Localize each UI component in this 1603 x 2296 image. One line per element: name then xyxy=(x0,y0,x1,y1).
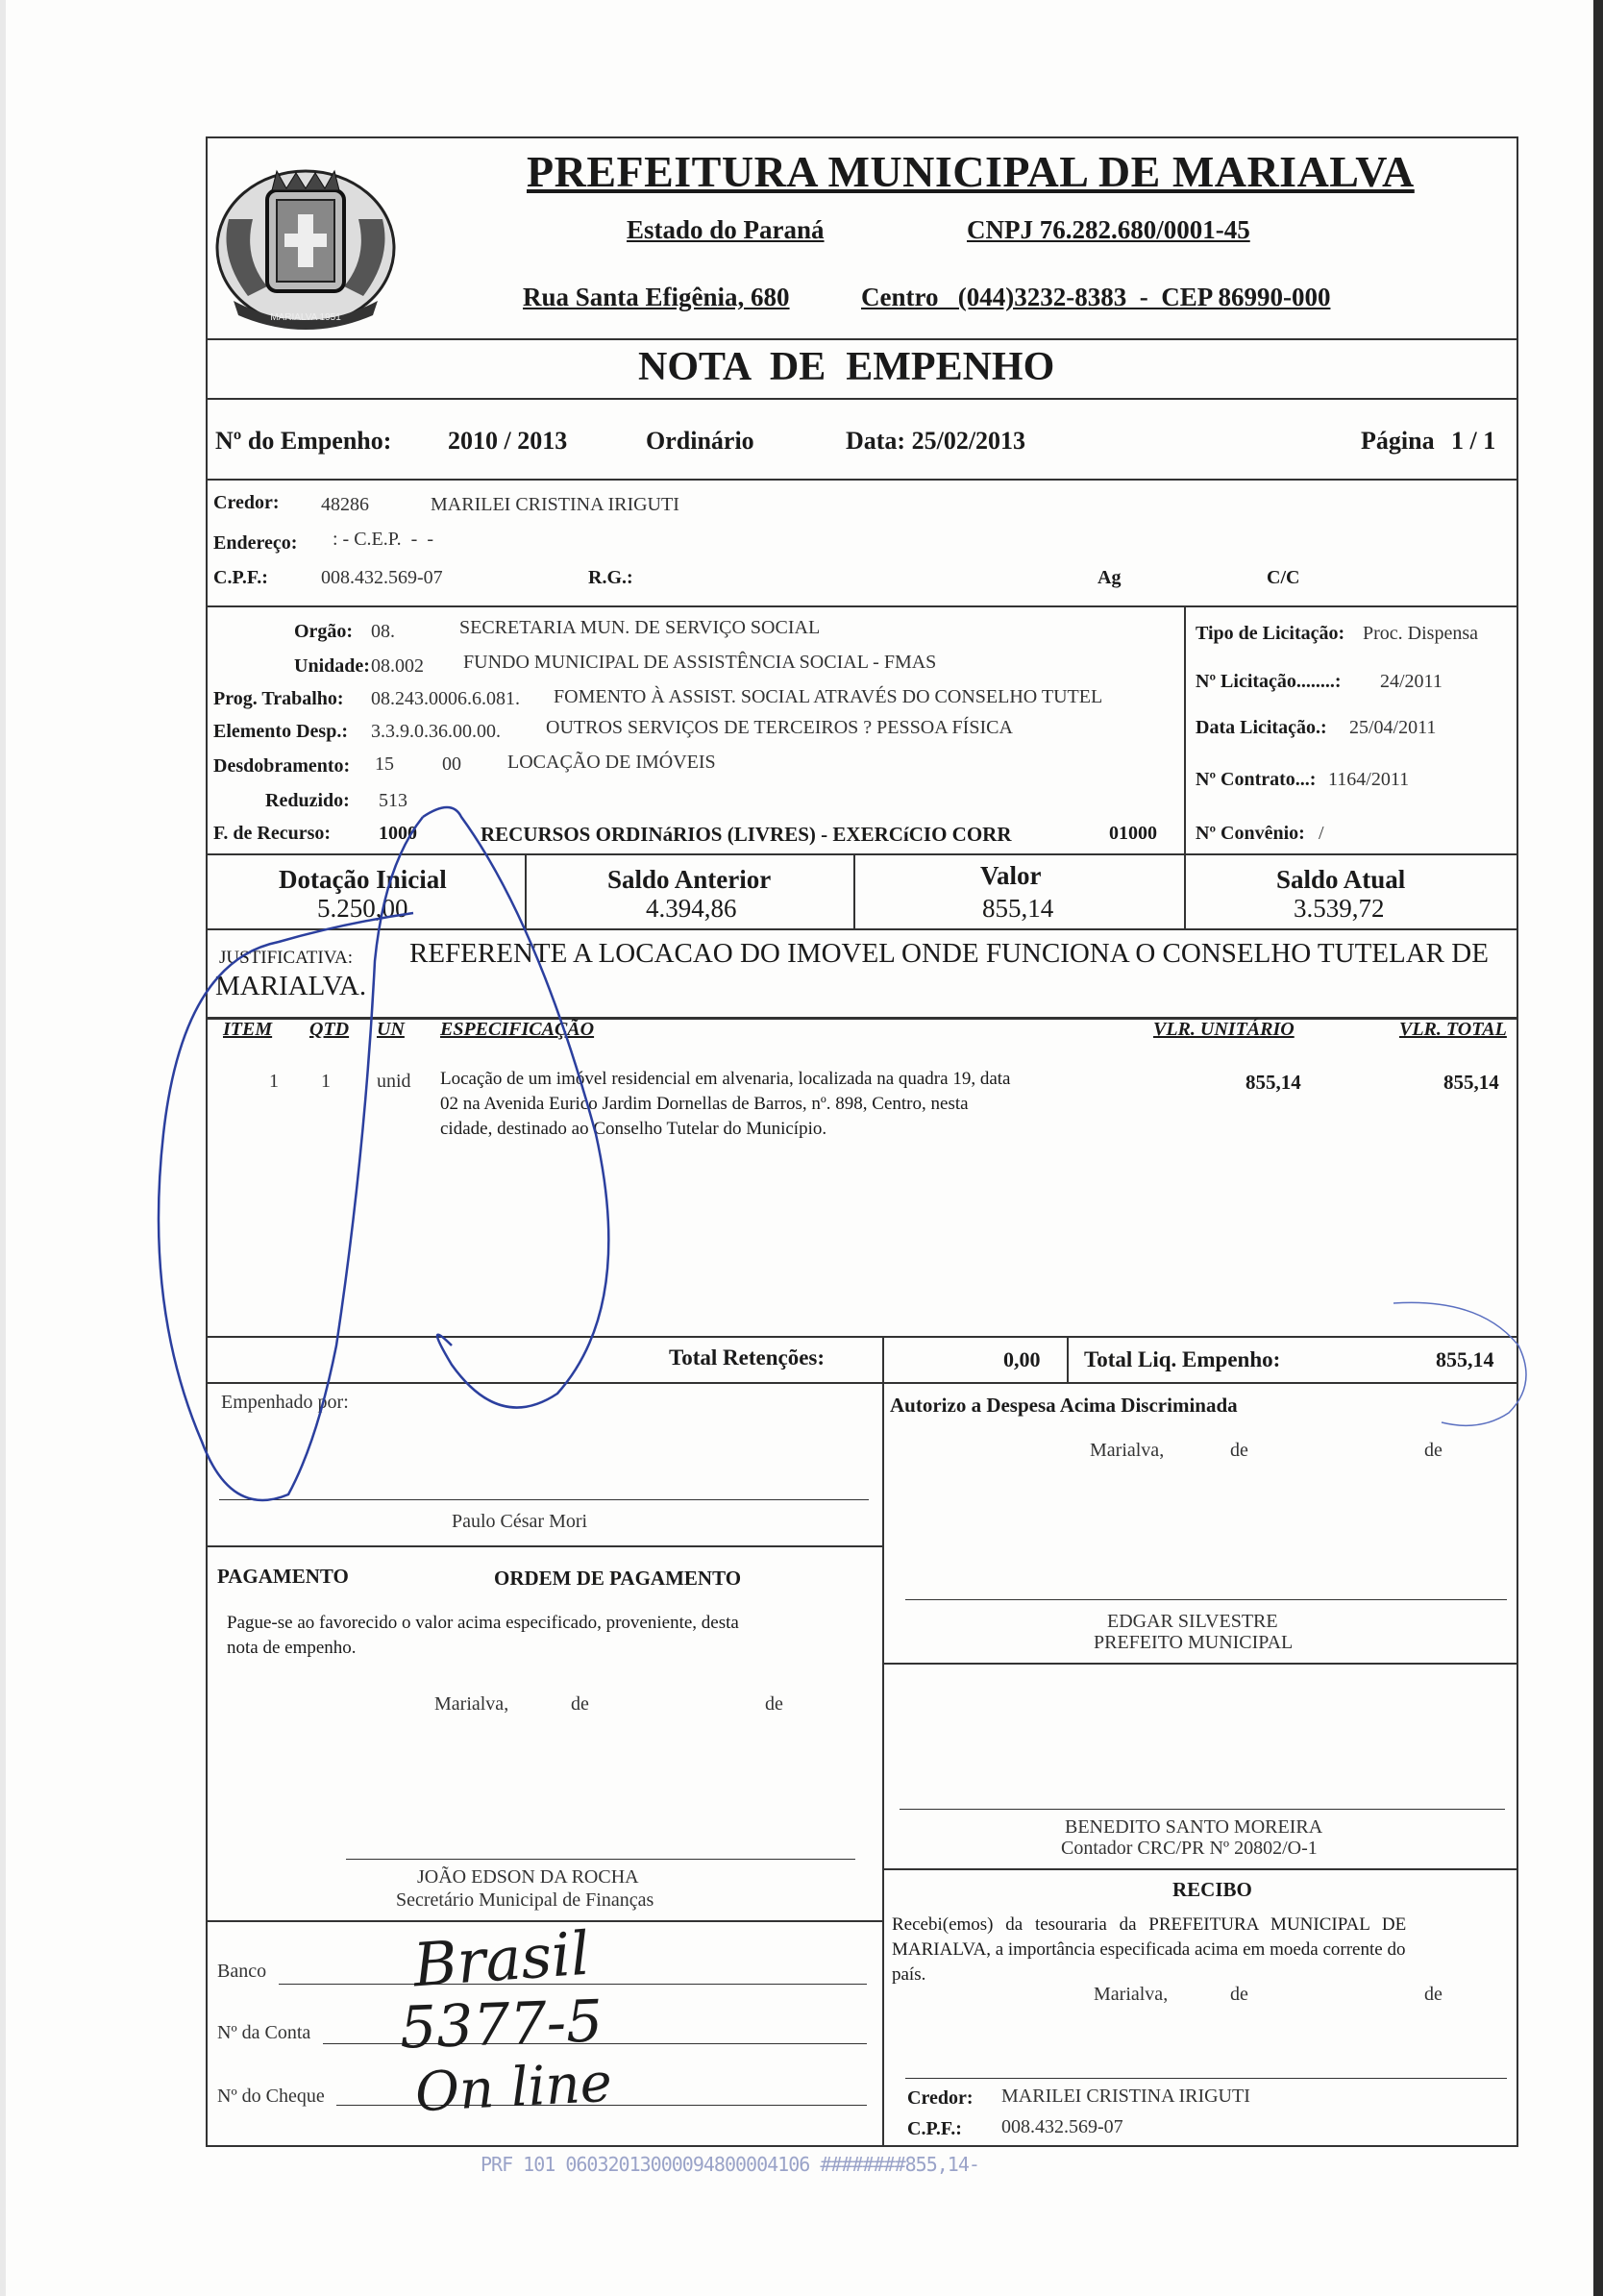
recibo-city: Marialva, xyxy=(1094,1984,1169,2005)
divider xyxy=(882,1336,884,1382)
divider xyxy=(206,1336,1518,1338)
unidade-name: FUNDO MUNICIPAL DE ASSISTÊNCIA SOCIAL - FMAS xyxy=(463,652,937,673)
col-header-qtd: QTD xyxy=(309,1019,350,1040)
unidade-label: Unidade: xyxy=(294,655,370,677)
signature-line xyxy=(900,1809,1505,1810)
desdobramento-sub: 00 xyxy=(442,753,461,775)
desdobramento-label: Desdobramento: xyxy=(213,755,351,777)
licitacao-number-label: Nº Licitação........: xyxy=(1196,671,1342,692)
divider xyxy=(206,1545,882,1547)
contador-title: Contador CRC/PR Nº 20802/O-1 xyxy=(1061,1838,1318,1859)
item-number: 1 xyxy=(269,1071,279,1092)
banco-handwritten: Brasil xyxy=(410,1917,592,2001)
licitacao-number: 24/2011 xyxy=(1380,671,1443,692)
item-desc-line1: Locação de um imóvel residencial em alvenaria, localizada na quadra 19, data xyxy=(440,1069,1011,1089)
divider xyxy=(1184,853,1186,928)
elemento-code: 3.3.9.0.36.00.00. xyxy=(371,721,501,742)
cpf-value: 008.432.569-07 xyxy=(321,567,443,588)
divider xyxy=(206,398,1518,400)
divider xyxy=(1184,605,1186,853)
item-desc-line3: cidade, destinado ao Conselho Tutelar do Município. xyxy=(440,1119,827,1139)
contador-name: BENEDITO SANTO MOREIRA xyxy=(1065,1816,1323,1838)
prefeito-name: EDGAR SILVESTRE xyxy=(1107,1611,1278,1632)
pagamento-city: Marialva, xyxy=(434,1693,509,1715)
liquido-value: 855,14 xyxy=(1436,1347,1494,1371)
recibo-cpf-value: 008.432.569-07 xyxy=(1001,2116,1123,2137)
secretario-title: Secretário Municipal de Finanças xyxy=(396,1889,654,1911)
licitacao-date-label: Data Licitação.: xyxy=(1196,717,1327,738)
signature-line xyxy=(346,1859,855,1860)
divider xyxy=(206,479,1518,481)
retencoes-value: 0,00 xyxy=(1003,1347,1041,1371)
liquido-label: Total Liq. Empenho: xyxy=(1084,1347,1281,1371)
pagamento-de-2: de xyxy=(765,1693,783,1715)
pagamento-text-line2: nota de empenho. xyxy=(227,1638,357,1658)
divider xyxy=(206,338,1518,340)
empenhado-name: Paulo César Mori xyxy=(452,1511,588,1532)
signature-line xyxy=(905,2078,1507,2079)
recibo-de-1: de xyxy=(1230,1984,1248,2005)
unidade-code: 08.002 xyxy=(371,655,424,677)
valor-label: Valor xyxy=(980,861,1042,890)
item-qtd: 1 xyxy=(321,1071,331,1092)
col-header-un: UN xyxy=(377,1019,405,1040)
recibo-text-line2: MARIALVA, a importância especificada acima em moeda corrente do xyxy=(892,1939,1406,1960)
licitacao-type: Proc. Dispensa xyxy=(1363,623,1478,644)
scan-edge-right xyxy=(1593,0,1603,2296)
ordem-pagamento-label: ORDEM DE PAGAMENTO xyxy=(494,1567,742,1590)
empenho-number-label: Nº do Empenho: xyxy=(215,427,392,455)
address-label: Endereço: xyxy=(213,532,298,554)
secretario-name: JOÃO EDSON DA ROCHA xyxy=(417,1866,639,1888)
prefeito-title: PREFEITO MUNICIPAL xyxy=(1094,1632,1294,1653)
contrato-number: 1164/2011 xyxy=(1328,769,1410,790)
coat-of-arms-logo xyxy=(210,161,402,339)
dotacao-inicial-label: Dotação Inicial xyxy=(279,865,447,894)
desdobramento-name: LOCAÇÃO DE IMÓVEIS xyxy=(507,752,716,773)
item-total-value: 855,14 xyxy=(1443,1071,1499,1094)
recibo-title: RECIBO xyxy=(1172,1878,1252,1901)
footer-code: PRF 101 06032013000094800004106 ########855,14- xyxy=(481,2153,979,2176)
orgao-name: SECRETARIA MUN. DE SERVIÇO SOCIAL xyxy=(459,617,821,638)
desdobramento-code: 15 xyxy=(375,753,394,775)
divider xyxy=(525,853,527,928)
recibo-credor-name: MARILEI CRISTINA IRIGUTI xyxy=(1001,2086,1250,2107)
ag-label: Ag xyxy=(1097,567,1122,588)
divider xyxy=(853,853,855,928)
recurso-label: F. de Recurso: xyxy=(213,823,332,844)
elemento-label: Elemento Desp.: xyxy=(213,721,348,742)
svg-text:MARIALVA 1951: MARIALVA 1951 xyxy=(270,312,341,323)
item-unit-value: 855,14 xyxy=(1245,1071,1301,1094)
conta-handwritten: 5377-5 xyxy=(398,1987,604,2062)
retencoes-label: Total Retenções: xyxy=(669,1346,826,1370)
pagamento-label: PAGAMENTO xyxy=(217,1565,349,1588)
col-header-item: ITEM xyxy=(223,1019,273,1040)
pagamento-de-1: de xyxy=(571,1693,589,1715)
pagamento-text-line1: Pague-se ao favorecido o valor acima especificado, proveniente, desta xyxy=(227,1613,739,1633)
address-value: : - C.E.P. - - xyxy=(333,529,433,550)
signature-line xyxy=(219,1499,869,1500)
reduzido-label: Reduzido: xyxy=(265,790,350,811)
empenhado-label: Empenhado por: xyxy=(221,1392,349,1413)
licitacao-date: 25/04/2011 xyxy=(1349,717,1437,738)
divider xyxy=(206,928,1518,930)
cnpj-text: CNPJ 76.282.680/0001-45 xyxy=(967,215,1250,244)
saldo-anterior-value: 4.394,86 xyxy=(646,894,737,923)
convenio-label: Nº Convênio: xyxy=(1196,823,1305,844)
saldo-atual-value: 3.539,72 xyxy=(1294,894,1385,923)
divider xyxy=(882,1382,884,2147)
licitacao-type-label: Tipo de Licitação: xyxy=(1196,623,1345,644)
org-title: PREFEITURA MUNICIPAL DE MARIALVA xyxy=(527,147,1415,196)
contrato-label: Nº Contrato...: xyxy=(1196,769,1317,790)
saldo-atual-label: Saldo Atual xyxy=(1276,865,1406,894)
recurso-number: 01000 xyxy=(1109,823,1157,844)
empenho-number: 2010 / 2013 xyxy=(448,427,568,455)
justificativa-text: REFERENTE A LOCACAO DO IMOVEL ONDE FUNCIONA O CONSELHO TUTELAR DE xyxy=(409,938,1489,969)
col-header-vlr-total: VLR. TOTAL xyxy=(1399,1019,1507,1040)
saldo-anterior-label: Saldo Anterior xyxy=(607,865,772,894)
dotacao-inicial-value: 5.250,00 xyxy=(317,894,408,923)
autorizo-city: Marialva, xyxy=(1090,1440,1165,1461)
valor-value: 855,14 xyxy=(982,894,1054,923)
scan-edge-left xyxy=(0,0,6,2296)
elemento-name: OUTROS SERVIÇOS DE TERCEIROS ? PESSOA FÍSICA xyxy=(546,717,1013,738)
divider xyxy=(206,853,1518,855)
page-label: Página xyxy=(1361,427,1435,455)
creditor-name: MARILEI CRISTINA IRIGUTI xyxy=(431,494,679,515)
prog-name: FOMENTO À ASSIST. SOCIAL ATRAVÉS DO CONSELHO TUTEL xyxy=(554,686,1103,707)
street-address: Rua Santa Efigênia, 680 xyxy=(523,283,790,311)
divider xyxy=(1067,1336,1069,1382)
document-title: NOTA DE EMPENHO xyxy=(638,345,1055,389)
recibo-de-2: de xyxy=(1424,1984,1443,2005)
divider xyxy=(206,605,1518,607)
convenio-value: / xyxy=(1319,823,1324,844)
justificativa-text-cont: MARIALVA. xyxy=(215,971,367,1001)
creditor-label: Credor: xyxy=(213,492,280,513)
item-desc-line2: 02 na Avenida Eurico Jardim Dornellas de Barros, nº. 898, Centro, nesta xyxy=(440,1094,969,1114)
page-number: 1 / 1 xyxy=(1451,427,1496,455)
rg-label: R.G.: xyxy=(588,567,633,588)
divider xyxy=(882,1663,1518,1665)
prog-label: Prog. Trabalho: xyxy=(213,688,344,709)
empenho-type: Ordinário xyxy=(646,427,754,455)
recibo-text-line3: país. xyxy=(892,1964,926,1985)
divider xyxy=(206,1382,1518,1384)
conta-label: Nº da Conta xyxy=(217,2022,311,2043)
cheque-label: Nº do Cheque xyxy=(217,2086,325,2107)
prog-code: 08.243.0006.6.081. xyxy=(371,688,520,709)
item-un: unid xyxy=(377,1071,411,1092)
orgao-code: 08. xyxy=(371,621,395,642)
divider xyxy=(882,1868,1518,1870)
cheque-handwritten: On line xyxy=(413,2051,614,2125)
district-phone-cep: Centro (044)3232-8383 - CEP 86990-000 xyxy=(861,283,1331,311)
recibo-credor-label: Credor: xyxy=(907,2087,974,2109)
empenho-date: Data: 25/02/2013 xyxy=(846,427,1026,455)
recurso-code: 1000 xyxy=(379,823,417,844)
recibo-cpf-label: C.P.F.: xyxy=(907,2118,962,2139)
state-name: Estado do Paraná xyxy=(627,215,825,244)
autorizo-de-2: de xyxy=(1424,1440,1443,1461)
recurso-name: RECURSOS ORDINáRIOS (LIVRES) - EXERCíCIO CORR xyxy=(481,823,1012,846)
justificativa-label: JUSTIFICATIVA: xyxy=(219,948,354,968)
autorizo-text: Autorizo a Despesa Acima Discriminada xyxy=(890,1394,1238,1417)
orgao-label: Orgão: xyxy=(294,621,354,642)
signature-line xyxy=(905,1599,1507,1600)
creditor-code: 48286 xyxy=(321,494,369,515)
recibo-text-line1: Recebi(emos) da tesouraria da PREFEITURA MUNICIPAL DE xyxy=(892,1914,1407,1935)
autorizo-de-1: de xyxy=(1230,1440,1248,1461)
cc-label: C/C xyxy=(1267,567,1300,588)
col-header-especificacao: ESPECIFICAÇÃO xyxy=(440,1019,595,1040)
cpf-label: C.P.F.: xyxy=(213,567,268,588)
banco-label: Banco xyxy=(217,1961,267,1982)
col-header-vlr-unitario: VLR. UNITÁRIO xyxy=(1153,1019,1295,1040)
reduzido-value: 513 xyxy=(379,790,407,811)
